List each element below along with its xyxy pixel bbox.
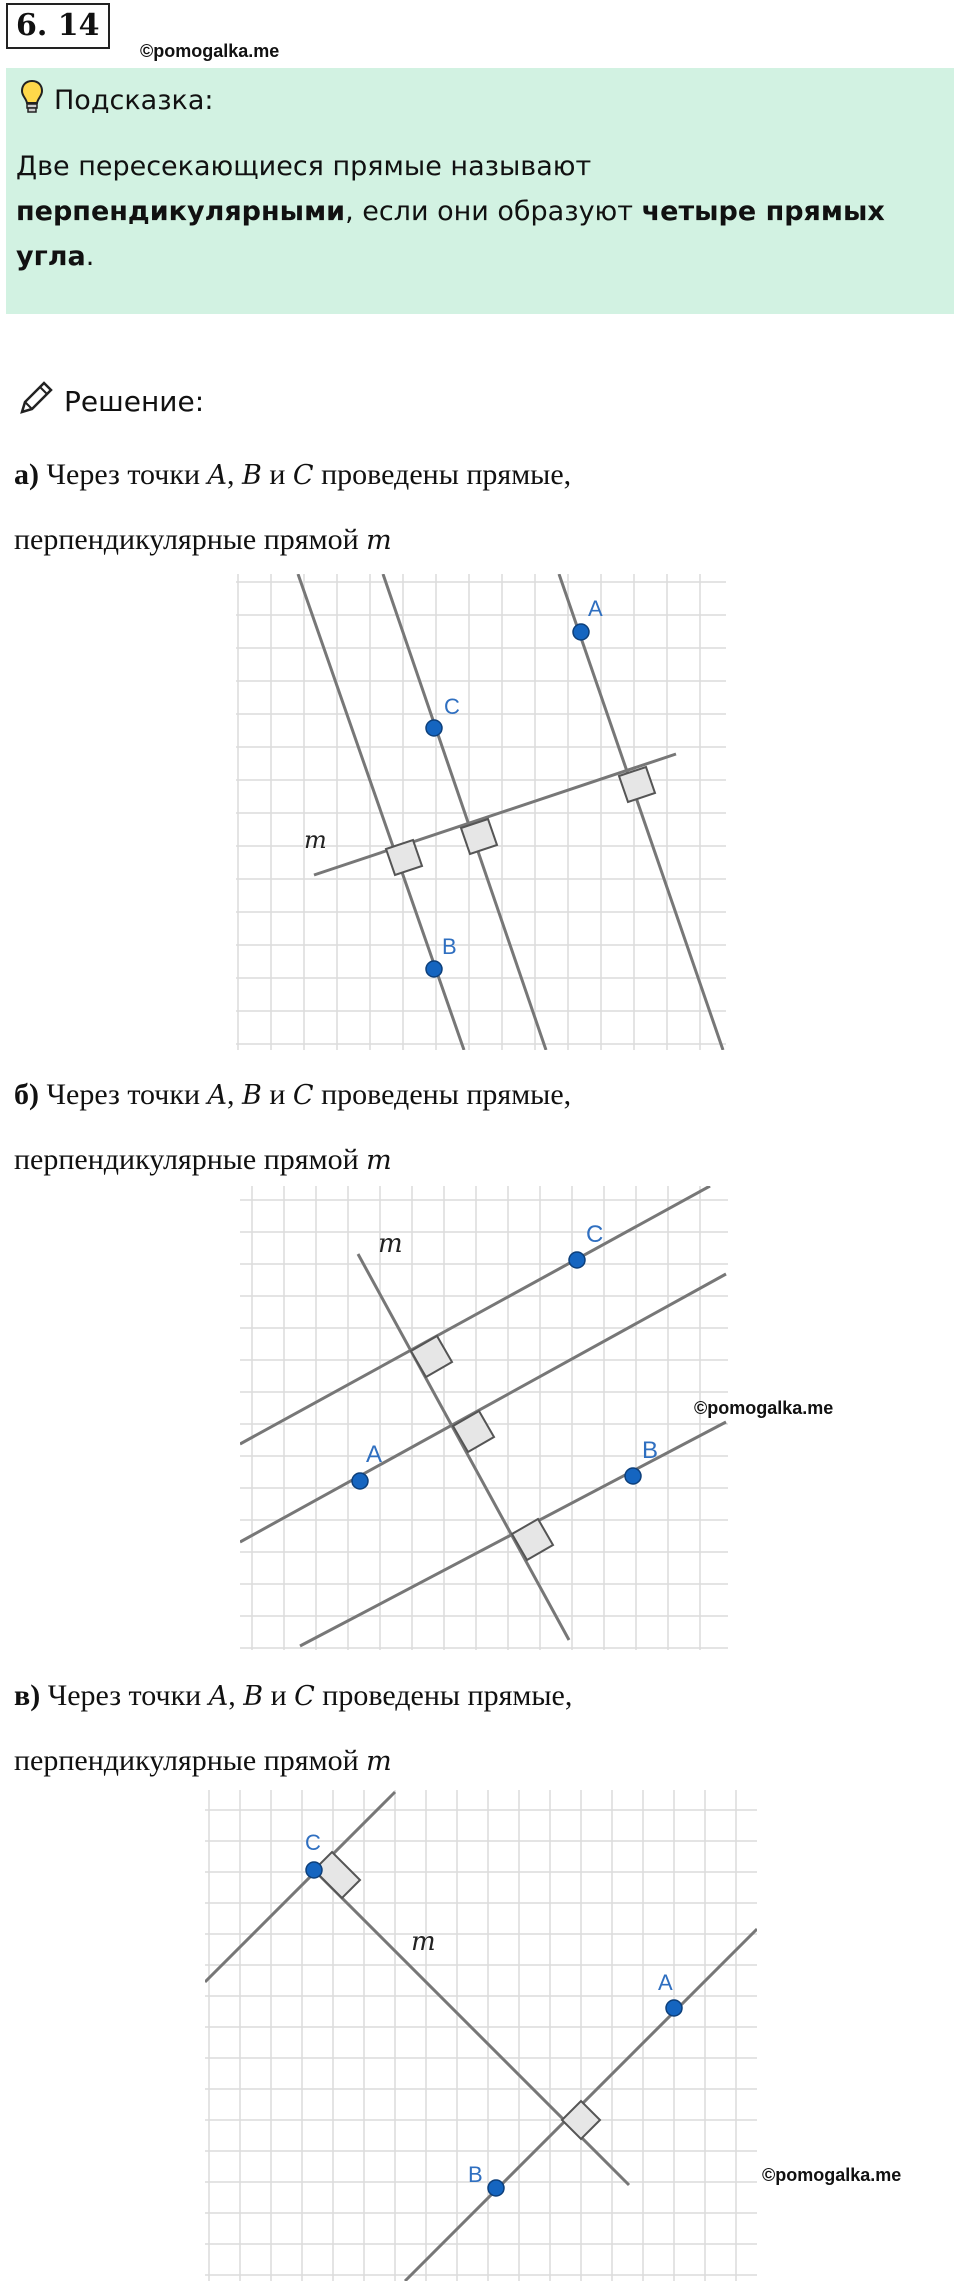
part-text: Через точки: [46, 1078, 201, 1111]
point-b: [426, 961, 442, 977]
hint-box: [6, 68, 954, 314]
point-name: A: [207, 460, 228, 491]
part-text: проведены прямые,: [322, 1679, 573, 1712]
part-text: Через точки: [46, 458, 201, 491]
right-angle-mark: [562, 2101, 600, 2139]
point-b: [488, 2180, 504, 2196]
point-name: B: [242, 1080, 262, 1111]
label-m: m: [304, 826, 327, 854]
point-name: A: [208, 1681, 229, 1712]
part-text: проведены прямые,: [321, 458, 572, 491]
hint-bold-term: перпендикулярными: [16, 196, 346, 227]
point-c: [306, 1862, 322, 1878]
solution-title: Решение:: [64, 385, 205, 418]
point-name: B: [242, 460, 262, 491]
lightbulb-icon: [20, 79, 44, 122]
part-text: и: [270, 1679, 287, 1712]
line-through-a: [240, 1274, 726, 1542]
hint-bold-term: четыре прямых угла: [16, 196, 885, 272]
label-c: C: [586, 1221, 604, 1248]
watermark: ©pomogalka.me: [694, 1398, 834, 1418]
points: [426, 624, 589, 977]
hint-header: [20, 80, 214, 120]
points: [306, 1862, 682, 2196]
label-a: A: [658, 1970, 673, 1995]
part-text: перпендикулярные прямой: [14, 1744, 359, 1777]
figure-c: [205, 1790, 757, 2281]
part-text: перпендикулярные прямой: [14, 1143, 359, 1176]
hint-text-part: .: [85, 241, 95, 272]
point-a: [666, 2000, 682, 2016]
task-number: 6. 14: [6, 3, 110, 49]
part-c-text: [14, 1664, 572, 1794]
part-text: проведены прямые,: [321, 1078, 572, 1111]
right-angle-marks: [411, 1336, 553, 1560]
separator: ,: [228, 1679, 236, 1712]
label-a: A: [366, 1441, 383, 1468]
line-name: m: [366, 525, 392, 556]
part-a-text: [14, 443, 571, 573]
line-through-c: [240, 1186, 710, 1444]
label-c: C: [444, 694, 460, 719]
point-c: [426, 720, 442, 736]
point-name: B: [243, 1681, 264, 1712]
separator: ,: [227, 1078, 235, 1111]
figure-b: [240, 1186, 728, 1650]
point-c: [569, 1252, 585, 1268]
part-text: и: [269, 1078, 286, 1111]
label-a: A: [588, 596, 603, 621]
label-b: B: [642, 1437, 659, 1464]
line-name: m: [366, 1746, 392, 1777]
part-text: Через точки: [47, 1679, 202, 1712]
label-m: m: [378, 1229, 403, 1259]
hint-text-part: Две пересекающиеся прямые называют: [16, 151, 592, 182]
point-name: A: [207, 1080, 228, 1111]
grid: [236, 574, 726, 1050]
watermark: ©pomogalka.me: [140, 41, 280, 61]
points: [352, 1252, 641, 1489]
part-letter: б): [14, 1078, 39, 1111]
figure-a: [236, 574, 726, 1050]
part-b-text: [14, 1063, 571, 1193]
separator: ,: [227, 458, 235, 491]
line-name: m: [366, 1145, 392, 1176]
label-b: B: [468, 2162, 483, 2187]
right-angle-mark: [453, 1411, 494, 1452]
pencil-icon: [16, 378, 56, 425]
part-text: и: [269, 458, 286, 491]
point-a: [352, 1473, 368, 1489]
right-angle-marks: [386, 767, 655, 875]
hint-title: Подсказка:: [54, 84, 214, 116]
label-m: m: [411, 1927, 436, 1957]
solution-header: [16, 378, 204, 425]
right-angle-mark: [411, 1336, 452, 1377]
part-text: перпендикулярные прямой: [14, 523, 359, 556]
hint-text: [16, 144, 936, 279]
watermark: ©pomogalka.me: [762, 2165, 902, 2185]
point-name: C: [292, 460, 314, 491]
label-c: C: [305, 1830, 321, 1855]
point-b: [625, 1468, 641, 1484]
point-name: C: [294, 1681, 315, 1712]
line-m: [358, 1254, 569, 1640]
line-through-c: [205, 1792, 395, 1982]
part-letter: а): [14, 458, 39, 491]
point-a: [573, 624, 589, 640]
part-letter: в): [14, 1679, 41, 1712]
point-name: C: [292, 1080, 314, 1111]
label-b: B: [442, 934, 457, 959]
right-angle-mark: [512, 1519, 553, 1560]
hint-text-part: , если они образуют: [345, 196, 634, 227]
